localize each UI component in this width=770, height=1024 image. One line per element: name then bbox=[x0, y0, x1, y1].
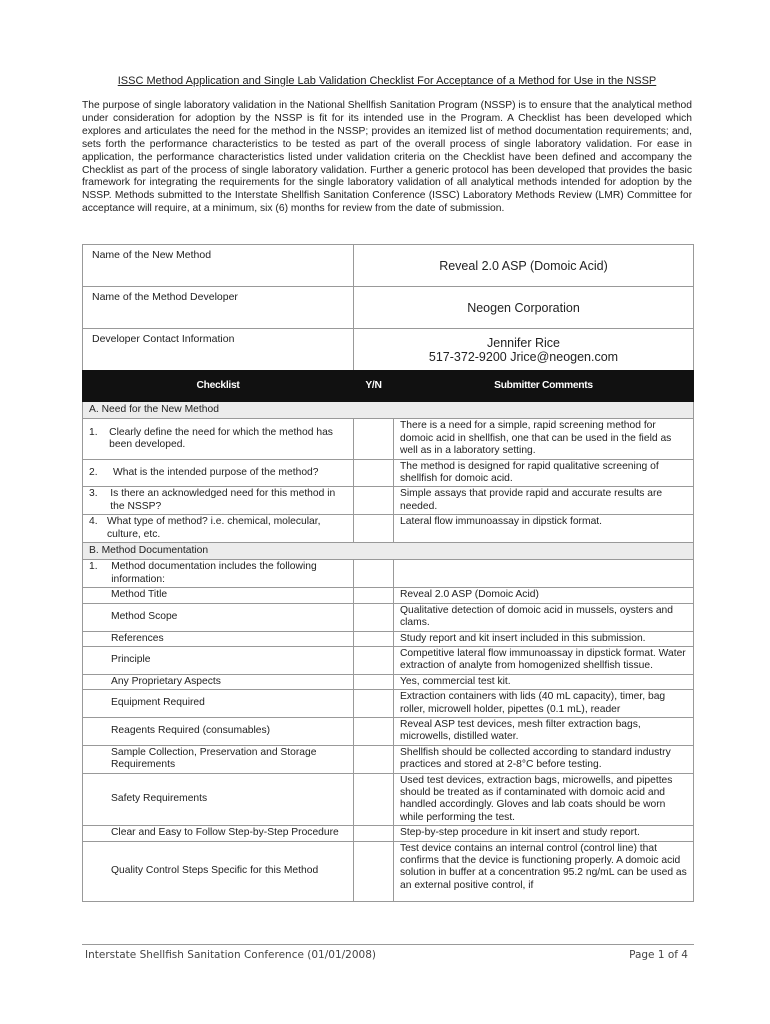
doc-item-label: Quality Control Steps Specific for this Method bbox=[83, 841, 354, 901]
comment-cell: Reveal ASP test devices, mesh filter extraction bags, microwells, distilled water. bbox=[394, 717, 694, 745]
yn-cell[interactable] bbox=[354, 459, 394, 487]
yn-cell[interactable] bbox=[354, 603, 394, 631]
comment-cell bbox=[394, 560, 694, 588]
comment-cell: Competitive lateral flow immunoassay in dipstick format. Water extraction of analyte from homogenized shellfish tissue. bbox=[394, 646, 694, 674]
comment-cell: Lateral flow immunoassay in dipstick format. bbox=[394, 515, 694, 543]
comment-cell: The method is designed for rapid qualitative screening of shellfish for domoic acid. bbox=[394, 459, 694, 487]
doc-item-label: Clear and Easy to Follow Step-by-Step Procedure bbox=[83, 826, 354, 841]
comment-cell: There is a need for a simple, rapid screening method for domoic acid in shellfish, one that can be used in the field as well as in a laboratory setting. bbox=[394, 419, 694, 459]
method-name-label: Name of the New Method bbox=[83, 245, 354, 287]
developer-label: Name of the Method Developer bbox=[83, 287, 354, 329]
doc-item-label: Reagents Required (consumables) bbox=[83, 717, 354, 745]
comment-cell: Step-by-step procedure in kit insert and study report. bbox=[394, 826, 694, 841]
section-a-title: A. Need for the New Method bbox=[83, 402, 694, 419]
checklist-table bbox=[82, 370, 694, 902]
header-comments: Submitter Comments bbox=[394, 371, 694, 402]
doc-item-label: Equipment Required bbox=[83, 690, 354, 718]
yn-cell[interactable] bbox=[354, 826, 394, 841]
footer-page-number: Page 1 of 4 bbox=[629, 949, 688, 961]
intro-paragraph: The purpose of single laboratory validation in the National Shellfish Sanitation Program (NSSP) is to ensure that the analytical method under consideration for adoption by the NSSP is fit for its intended use in the Program. A Checklist has been developed which explores and articulates the need for the method in the NSSP; provides an itemized list of method documentation requirements; and, sets forth the performance characteristics to be tested as part of the overall process of single laboratory validation. For ease in application, the performance characteristics listed under validation criteria on the Checklist have been defined and accompany the Checklist as part of the process of single laboratory validation. Further a generic protocol has been developed that provides the basic framework for integrating the requirements for the single laboratory validation of all analytical methods intended for adoption by the NSSP. Methods submitted to the Interstate Shellfish Sanitation Conference (ISSC) Laboratory Methods Review (LMR) Committee for acceptance will require, at a minimum, six (6) months for review from the date of submission. bbox=[82, 100, 692, 215]
page-title: ISSC Method Application and Single Lab Validation Checklist For Acceptance of a Method for Use in the NSSP bbox=[117, 75, 657, 87]
section-b-title: B. Method Documentation bbox=[83, 543, 694, 560]
comment-cell: Reveal 2.0 ASP (Domoic Acid) bbox=[394, 588, 694, 603]
contact-name: Jennifer Rice bbox=[487, 335, 560, 350]
yn-cell[interactable] bbox=[354, 745, 394, 773]
page-footer bbox=[82, 944, 694, 961]
yn-cell[interactable] bbox=[354, 631, 394, 646]
list-item: 4. What type of method? i.e. chemical, molecular, culture, etc. bbox=[83, 515, 354, 543]
yn-cell[interactable] bbox=[354, 487, 394, 515]
method-name-value: Reveal 2.0 ASP (Domoic Acid) bbox=[354, 245, 694, 287]
list-item: 1. Clearly define the need for which the method has been developed. bbox=[83, 419, 354, 459]
contact-label: Developer Contact Information bbox=[83, 329, 354, 371]
comment-cell: Used test devices, extraction bags, microwells, and pipettes should be treated as if contaminated with domoic acid and handled accordingly. Gloves and lab coats should be worn while performing the test. bbox=[394, 773, 694, 826]
comment-cell: Study report and kit insert included in this submission. bbox=[394, 631, 694, 646]
comment-cell: Shellfish should be collected according to standard industry practices and stored at 2-8°C before testing. bbox=[394, 745, 694, 773]
footer-conference: Interstate Shellfish Sanitation Conference (01/01/2008) bbox=[85, 949, 376, 961]
comment-cell: Test device contains an internal control (control line) that confirms that the device is functioning properly. A domoic acid solution in buffer at a concentration 95.2 ng/mL can be used as an external positive control, if bbox=[394, 841, 694, 901]
doc-item-label: Method Scope bbox=[83, 603, 354, 631]
method-info-table bbox=[82, 244, 694, 371]
yn-cell[interactable] bbox=[354, 646, 394, 674]
yn-cell[interactable] bbox=[354, 717, 394, 745]
yn-cell[interactable] bbox=[354, 515, 394, 543]
comment-cell: Yes, commercial test kit. bbox=[394, 674, 694, 689]
comment-cell: Simple assays that provide rapid and accurate results are needed. bbox=[394, 487, 694, 515]
yn-cell[interactable] bbox=[354, 560, 394, 588]
doc-item-label: References bbox=[83, 631, 354, 646]
contact-details: 517-372-9200 Jrice@neogen.com bbox=[428, 349, 619, 364]
comment-cell: Qualitative detection of domoic acid in mussels, oysters and clams. bbox=[394, 603, 694, 631]
header-yn: Y/N bbox=[354, 371, 394, 402]
yn-cell[interactable] bbox=[354, 690, 394, 718]
yn-cell[interactable] bbox=[354, 419, 394, 459]
yn-cell[interactable] bbox=[354, 773, 394, 826]
yn-cell[interactable] bbox=[354, 674, 394, 689]
list-item: 3. Is there an acknowledged need for this method in the NSSP? bbox=[83, 487, 354, 515]
contact-value bbox=[354, 329, 694, 371]
header-checklist: Checklist bbox=[83, 371, 354, 402]
yn-cell[interactable] bbox=[354, 588, 394, 603]
yn-cell[interactable] bbox=[354, 841, 394, 901]
developer-value: Neogen Corporation bbox=[354, 287, 694, 329]
list-item: 2. What is the intended purpose of the method? bbox=[83, 459, 354, 487]
doc-item-label: Principle bbox=[83, 646, 354, 674]
doc-item-label: Method Title bbox=[83, 588, 354, 603]
doc-item-label: Sample Collection, Preservation and Storage Requirements bbox=[83, 745, 354, 773]
comment-cell: Extraction containers with lids (40 mL capacity), timer, bag roller, microwell holder, pipettes (0.1 mL), reader bbox=[394, 690, 694, 718]
list-item: 1. Method documentation includes the following information: bbox=[83, 560, 354, 588]
doc-item-label: Any Proprietary Aspects bbox=[83, 674, 354, 689]
doc-item-label: Safety Requirements bbox=[83, 773, 354, 826]
